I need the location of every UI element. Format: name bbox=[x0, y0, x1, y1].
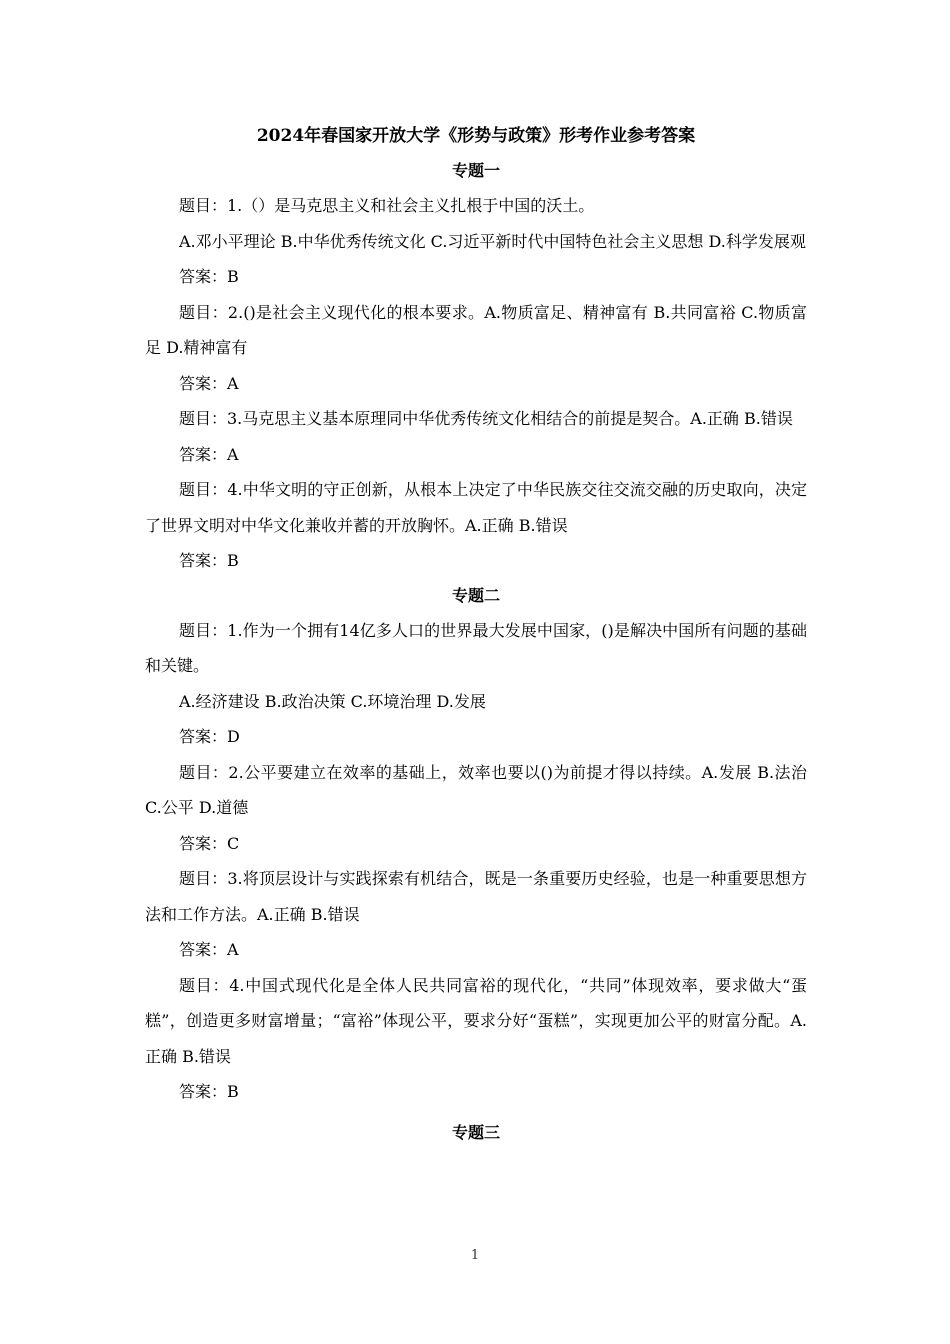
question-4: 题目：4.中华文明的守正创新，从根本上决定了中华民族交往交流交融的历史取向，决定了世界文明对中华文化兼收并蓄的开放胸怀。A.正确 B.错误 bbox=[145, 480, 807, 535]
question-3-answer: 答案：A bbox=[179, 444, 239, 464]
question-2: 题目：2.公平要建立在效率的基础上，效率也要以()为前提才得以持续。A.发展 B.法治 C.公平 D.道德 bbox=[145, 762, 807, 817]
document-title: 2024年春国家开放大学《形势与政策》形考作业参考答案 bbox=[256, 126, 696, 146]
question-2: 题目：2.()是社会主义现代化的根本要求。A.物质富足、精神富有 B.共同富裕 C.物质富足 D.精神富有 bbox=[145, 302, 807, 357]
question-1-answer: 答案：B bbox=[179, 267, 239, 286]
page-number: 1 bbox=[470, 1248, 480, 1263]
question-2-answer: 答案：C bbox=[179, 833, 240, 853]
question-1-options: A.经济建设 B.政治决策 C.环境治理 D.发展 bbox=[179, 691, 486, 711]
question-3-answer: 答案：A bbox=[179, 940, 239, 959]
section-heading: 专题一 bbox=[451, 161, 500, 180]
question-4: 题目：4.中国式现代化是全体人民共同富裕的现代化，“共同”体现效率，要求做大“蛋糕”，创造更多财富增量；“富裕”体现公平，要求分好“蛋糕”，实现更加公平的财富分配。A.正确 B.错误 bbox=[145, 975, 807, 1066]
question-1-stem: 题目：1.（）是马克思主义和社会主义扎根于中国的沃土。 bbox=[179, 196, 595, 215]
question-2-answer: 答案：A bbox=[179, 373, 239, 393]
section-heading: 专题三 bbox=[451, 1122, 500, 1142]
section-2 bbox=[145, 579, 807, 1110]
question-1-options: A.邓小平理论 B.中华优秀传统文化 C.习近平新时代中国特色社会主义思想 D.科学发展观 bbox=[179, 231, 806, 251]
question-3: 题目：3.将顶层设计与实践探索有机结合，既是一条重要历史经验，也是一种重要思想方法和工作方法。A.正确 B.错误 bbox=[145, 869, 807, 924]
question-3: 题目：3.马克思主义基本原理同中华优秀传统文化相结合的前提是契合。A.正确 B.错误 bbox=[179, 409, 793, 428]
question-4-answer: 答案：B bbox=[179, 551, 239, 570]
section-3 bbox=[145, 1116, 807, 1150]
question-4-answer: 答案：B bbox=[179, 1082, 239, 1101]
document-page bbox=[145, 118, 807, 1150]
section-heading: 专题二 bbox=[451, 585, 500, 605]
section-1 bbox=[145, 154, 807, 579]
question-1-answer: 答案：D bbox=[179, 727, 240, 746]
question-1-stem: 题目：1.作为一个拥有14亿多人口的世界最大发展中国家，()是解决中国所有问题的基础和关键。 bbox=[145, 620, 807, 675]
